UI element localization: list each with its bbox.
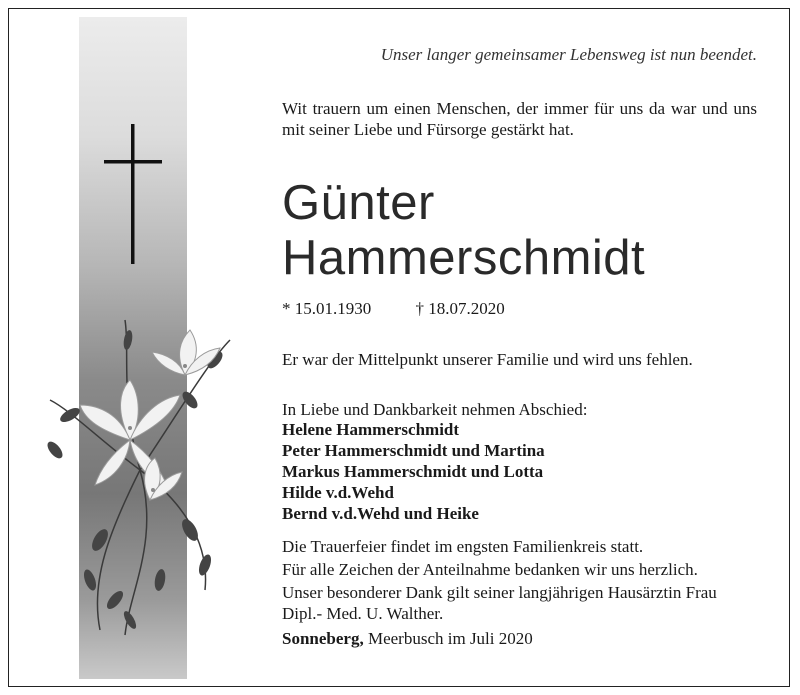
birth-date: * 15.01.1930: [282, 299, 372, 318]
last-name: Hammerschmidt: [282, 231, 646, 285]
farewell-heading: In Liebe und Dankbarkeit nehmen Abschied:: [282, 400, 588, 419]
tribute-text: Er war der Mittelpunkt unserer Familie und wird uns fehlen.: [282, 350, 693, 369]
place-date: [282, 629, 757, 649]
intro-text: Wit trauern um einen Menschen, der immer für uns da war und uns mit seiner Liebe und Fürsorge gestärkt hat.: [282, 99, 757, 139]
place-town: Sonneberg,: [282, 629, 364, 648]
place-rest: Meerbusch im Juli 2020: [363, 629, 533, 648]
lily-bouquet-icon: [30, 300, 250, 640]
note-ceremony: Die Trauerfeier findet im engsten Familienkreis statt.: [282, 537, 644, 556]
mourner: Helene Hammerschmidt: [282, 420, 460, 439]
mourner: Hilde v.d.Wehd: [282, 483, 394, 502]
cross-icon: [104, 124, 162, 264]
note-thanks: Für alle Zeichen der Anteilnahme bedanken wir uns herzlich.: [282, 560, 698, 579]
motto: Unser langer gemeinsamer Lebensweg ist nun beendet.: [380, 45, 757, 64]
deceased-name: [282, 176, 757, 286]
life-dates: [282, 299, 757, 319]
note-doctor: Unser besonderer Dank gilt seiner langjährigen Hausärztin Frau Dipl.- Med. U. Walther.: [282, 583, 717, 623]
mourner: Markus Hammerschmidt und Lotta: [282, 462, 544, 481]
mourners-list: [282, 419, 757, 524]
mourner: Bernd v.d.Wehd und Heike: [282, 504, 479, 523]
first-name: Günter: [282, 176, 435, 230]
mourner: Peter Hammerschmidt und Martina: [282, 441, 545, 460]
notes: [282, 536, 757, 626]
death-date: † 18.07.2020: [415, 299, 505, 318]
